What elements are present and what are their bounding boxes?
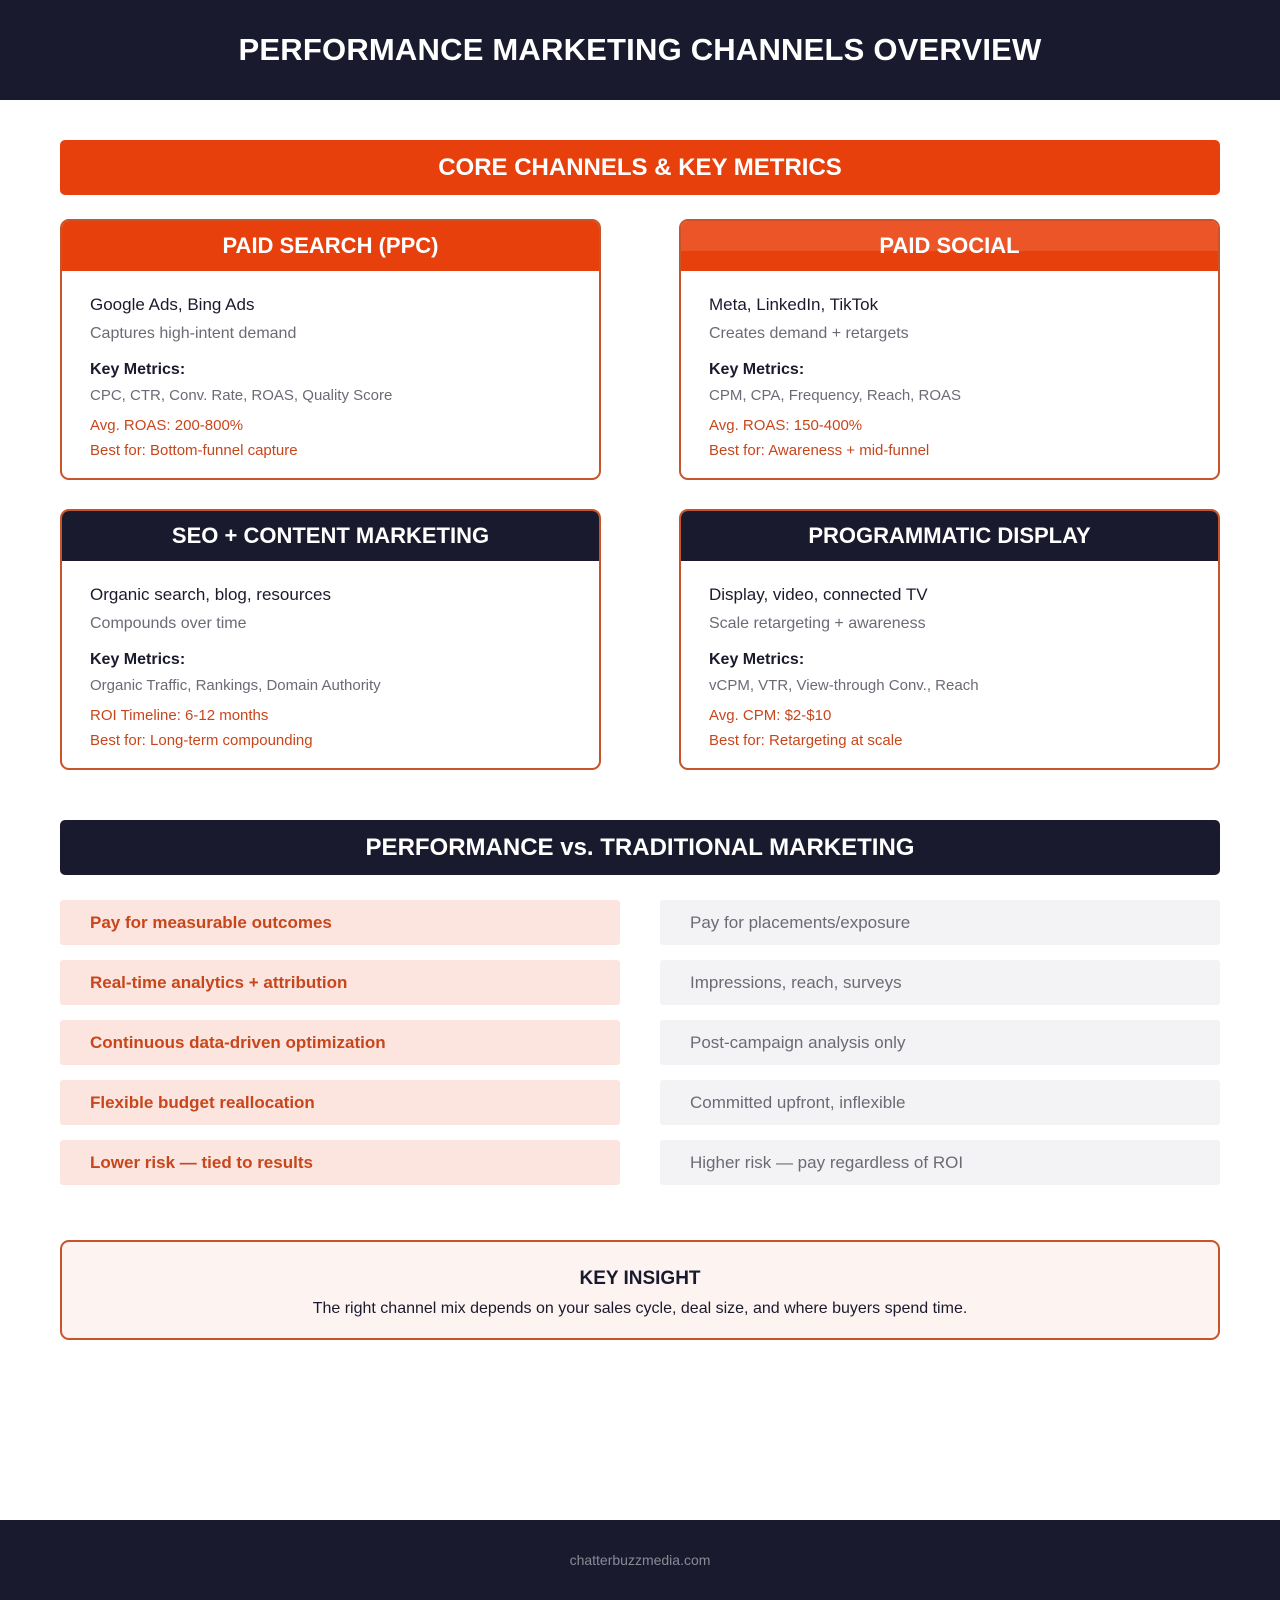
channel-stat: Avg. ROAS: 150-400% [709, 417, 863, 434]
channel-best-for: Best for: Bottom-funnel capture [90, 442, 298, 459]
channel-platforms: Meta, LinkedIn, TikTok [709, 295, 879, 314]
channel-card-paid-search [60, 219, 601, 480]
channel-card-seo-content [60, 509, 601, 770]
performance-item: Lower risk — tied to results [60, 1140, 620, 1185]
traditional-item: Pay for placements/exposure [660, 900, 1220, 945]
channel-card-header [681, 511, 1218, 561]
channel-description: Creates demand + retargets [709, 325, 909, 342]
channel-card-title: PAID SOCIAL [879, 233, 1020, 258]
channel-platforms: Organic search, blog, resources [90, 585, 331, 604]
key-metrics-label: Key Metrics: [90, 361, 186, 378]
channel-stat: Avg. ROAS: 200-800% [90, 417, 244, 434]
key-metrics: vCPM, VTR, View-through Conv., Reach [709, 677, 979, 694]
key-metrics-label: Key Metrics: [709, 361, 805, 378]
page-header [0, 0, 1280, 100]
core-channels-title: CORE CHANNELS & KEY METRICS [438, 153, 842, 181]
channel-card-header [62, 511, 599, 561]
core-channels-banner [60, 140, 1220, 195]
channel-best-for: Best for: Awareness + mid-funnel [709, 442, 930, 459]
channel-platforms: Display, video, connected TV [709, 585, 928, 604]
key-metrics-label: Key Metrics: [90, 651, 186, 668]
key-metrics-label: Key Metrics: [709, 651, 805, 668]
channel-stat: Avg. CPM: $2-$10 [709, 707, 832, 724]
channel-platforms: Google Ads, Bing Ads [90, 295, 255, 314]
channel-card-paid-social [679, 219, 1220, 480]
key-metrics: Organic Traffic, Rankings, Domain Authority [90, 677, 381, 694]
key-insight-text: The right channel mix depends on your sales cycle, deal size, and where buyers spend time. [312, 1300, 968, 1317]
key-metrics: CPM, CPA, Frequency, Reach, ROAS [709, 387, 962, 404]
key-insight-box [60, 1240, 1220, 1340]
channel-stat: ROI Timeline: 6-12 months [90, 707, 269, 724]
channel-best-for: Best for: Retargeting at scale [709, 732, 903, 749]
page-title: PERFORMANCE MARKETING CHANNELS OVERVIEW [238, 32, 1042, 67]
key-insight-title: KEY INSIGHT [579, 1268, 701, 1289]
channel-description: Scale retargeting + awareness [709, 615, 926, 632]
channel-description: Captures high-intent demand [90, 325, 297, 342]
traditional-item: Committed upfront, inflexible [660, 1080, 1220, 1125]
channel-card-header [681, 221, 1218, 271]
performance-item: Real-time analytics + attribution [60, 960, 620, 1005]
traditional-item: Impressions, reach, surveys [660, 960, 1220, 1005]
channel-card-header [62, 221, 599, 271]
performance-item: Pay for measurable outcomes [60, 900, 620, 945]
channel-card-title: SEO + CONTENT MARKETING [171, 523, 490, 548]
traditional-item: Post-campaign analysis only [660, 1020, 1220, 1065]
comparison-banner [60, 820, 1220, 875]
footer-website: chatterbuzzmedia.com [569, 1552, 711, 1568]
channel-best-for: Best for: Long-term compounding [90, 732, 313, 749]
channel-card-title: PAID SEARCH (PPC) [222, 233, 439, 258]
performance-item: Flexible budget reallocation [60, 1080, 620, 1125]
key-metrics: CPC, CTR, Conv. Rate, ROAS, Quality Score [90, 387, 393, 404]
traditional-item: Higher risk — pay regardless of ROI [660, 1140, 1220, 1185]
channel-card-programmatic-display [679, 509, 1220, 770]
channel-card-title: PROGRAMMATIC DISPLAY [808, 523, 1091, 548]
channel-description: Compounds over time [90, 615, 247, 632]
comparison-title: PERFORMANCE vs. TRADITIONAL MARKETING [365, 833, 915, 861]
page-footer [0, 1520, 1280, 1600]
performance-item: Continuous data-driven optimization [60, 1020, 620, 1065]
